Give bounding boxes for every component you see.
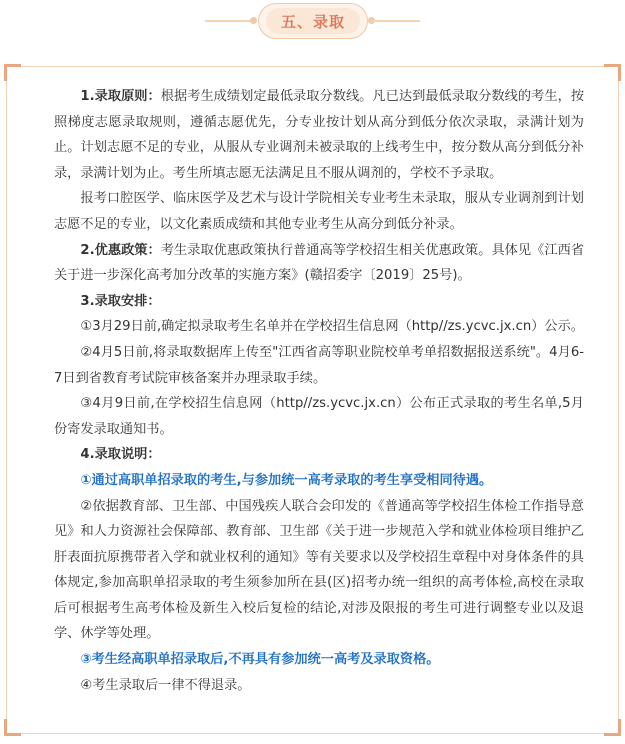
policy-label: 2.优惠政策： [80, 242, 161, 258]
principle-note: 报考口腔医学、临床医学及艺术与设计学院相关专业考生未录取，服从专业调剂到计划志愿不足的专业，以文化素质成绩和其他专业考生从高分到低分补录。 [54, 191, 584, 232]
corner-ornament [604, 719, 621, 736]
notes-item-highlight: ③考生经高职单招录取后,不再具有参加统一高考及录取资格。 [80, 652, 440, 668]
principle-paragraph [54, 84, 584, 186]
header-dot-left [250, 17, 257, 24]
principle-text: 根据考生成绩划定最低录取分数线。凡已达到最低录取分数线的考生，按照梯度志愿录取规则，遵循志愿优先，分专业按计划从高分到低分依次录取，录满计划为止。计划志愿不足的专业，从服从专业调剂未被录取的上线考生中，按分数从高分到低分补录，录满计划为止。考生所填志愿无法满足且不服从调剂的，学校不予录取。 [54, 89, 585, 181]
policy-text: 考生录取优惠政策执行普通高等学校招生相关优惠政策。具体见《江西省关于进一步深化高考加分改革的实施方案》(赣招委字〔2019〕25号)。 [54, 242, 585, 284]
principle-label: 1.录取原则： [80, 89, 161, 104]
section-title: 五、录取 [280, 12, 345, 31]
schedule-heading: 3.录取安排： [80, 293, 161, 309]
corner-ornament [604, 64, 621, 81]
policy-paragraph [54, 238, 584, 289]
notes-item-highlight: ①通过高职单招录取的考生,与参加统一高考录取的考生享受相同待遇。 [80, 472, 493, 488]
header-badge [258, 3, 368, 39]
schedule-item: ③4月9日前,在学校招生信息网（http//zs.ycvc.jx.cn）公布正式录取的考生名单,5月份寄发录取通知书。 [54, 396, 584, 437]
admission-content [54, 84, 584, 698]
corner-ornament [4, 64, 21, 81]
schedule-item: ①3月29日前,确定拟录取考生名单并在学校招生信息网（http//zs.ycvc.jx.cn）公示。 [80, 319, 584, 335]
corner-ornament [4, 719, 21, 736]
notes-item: ④考生录取后一律不得退录。 [80, 677, 251, 693]
header-divider-left [205, 20, 255, 22]
notes-heading: 4.录取说明： [80, 447, 161, 463]
schedule-item: ②4月5日前,将录取数据库上传至"江西省高等职业院校单考单招数据报送系统"。4月6-7日到省教育考试院审核备案并办理录取手续。 [54, 344, 584, 386]
section-header [0, 0, 625, 44]
notes-item: ②依据教育部、卫生部、中国残疾人联合会印发的《普通高等学校招生体检工作指导意见》和人力资源社会保障部、教育部、卫生部《关于进一步规范入学和就业体检项目维护乙肝表面抗原携带者入学和就业权利的通知》等有关要求以及学校招生章程中对身体条件的具体规定,参加高职单招录取的考生须参加所在县(区)招考办统一组织的高考体检,高校在录取后可根据考生高考体检及新生入校后复检的结论,对涉及限报的考生可进行调整专业以及退学、休学等处理。 [54, 498, 584, 642]
header-divider-right [370, 20, 420, 22]
